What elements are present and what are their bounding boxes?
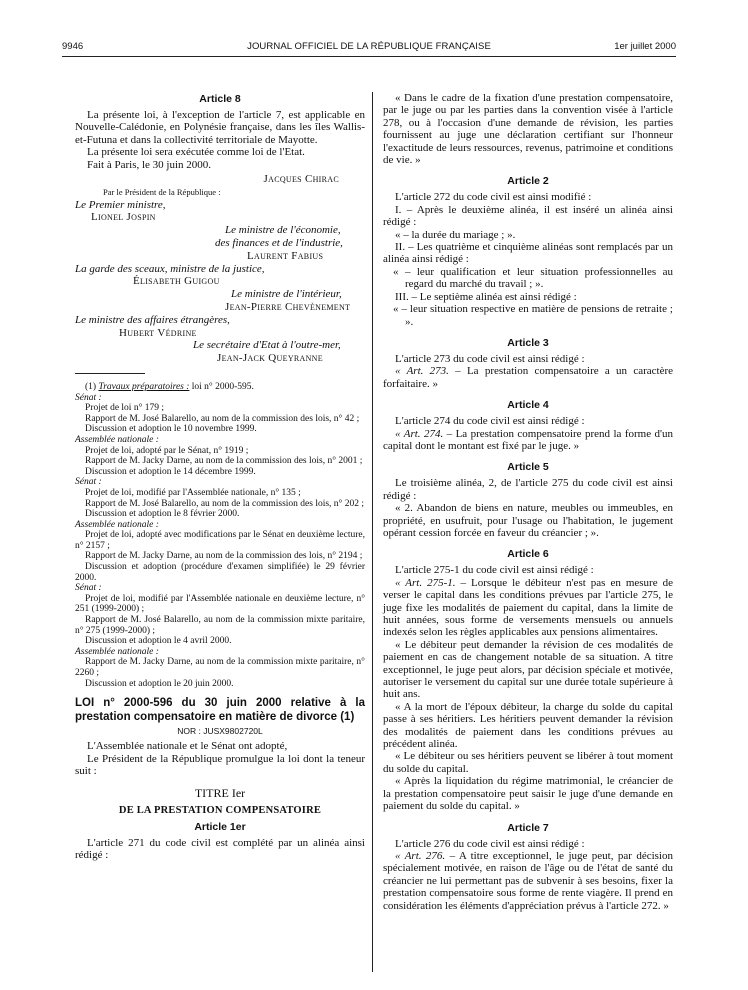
footnote-chamber: Sénat :: [75, 583, 102, 594]
travaux-preparatoires-link[interactable]: Travaux préparatoires :: [98, 381, 190, 392]
article-2-ii: II. – Les quatrième et cinquième alinéas sont remplacés par un alinéa ainsi rédigé :: [383, 241, 673, 266]
president-name: Jacques Chirac: [263, 173, 339, 186]
column-divider: [372, 92, 373, 972]
article-6-quote-5: « Après la liquidation du régime matrimonial, le créancier de la prestation compensatoire peut saisir le juge d'une demande en paiement du solde du capital. »: [383, 775, 673, 813]
article-2-i: I. – Après le deuxième alinéa, il est inséré un alinéa ainsi rédigé :: [383, 203, 673, 229]
article-8-heading: Article 8: [199, 93, 241, 105]
footnote-entry: Projet de loi, modifié par l'Assemblée nationale, n° 135 ;: [85, 487, 301, 498]
adoption-statement: L'Assemblée nationale et le Sénat ont adopté,: [87, 740, 288, 753]
article-2-iii: III. – Le septième alinéa est ainsi rédigé :: [395, 290, 577, 303]
article-6-quote-3: « A la mort de l'époux débiteur, la charge du solde du capital passe à ses héritiers. Les héritiers peuvent demander la révision des modalités de paiement dans les conditions prévues au précédent alinéa.: [383, 700, 673, 751]
article-5-heading: Article 5: [507, 461, 549, 474]
footnote-entry: Projet de loi, adopté par le Sénat, n° 1919 ;: [85, 445, 249, 456]
footnote-entry: Discussion et adoption (procédure d'examen simplifiée) le 29 février 2000.: [75, 562, 365, 583]
footnote-entry: Discussion et adoption le 14 décembre 1999.: [85, 466, 256, 477]
article-4-quote: « Art. 274. – La prestation compensatoire prend la forme d'un capital dont le montant est fixé par le juge. »: [383, 427, 673, 452]
titre-heading: TITRE Ier: [194, 785, 246, 800]
article-3-intro: L'article 273 du code civil est ainsi rédigé :: [395, 352, 585, 365]
article-8-execution: La présente loi sera exécutée comme loi de l'Etat.: [87, 146, 305, 159]
justice-name: Élisabeth Guigou: [133, 275, 220, 288]
article-6-intro: L'article 275-1 du code civil est ainsi rédigé :: [395, 564, 594, 577]
premier-ministre-name: Lionel Jospin: [91, 211, 156, 224]
article-4-intro: L'article 274 du code civil est ainsi rédigé :: [395, 415, 585, 428]
footnote-chamber: Assemblée nationale :: [75, 519, 159, 530]
article-2-iii-quote: « – leur situation respective en matière de pensions de retraite ; ».: [393, 303, 673, 328]
footnote-entry: Rapport de M. José Balarello, au nom de la commission des lois, n° 42 ;: [85, 413, 360, 424]
justice-title: La garde des sceaux, ministre de la justice,: [75, 262, 265, 275]
article-1-paragraph: L'article 271 du code civil est complété par un alinéa ainsi rédigé :: [75, 836, 365, 862]
footnote-chamber: Sénat :: [75, 392, 102, 403]
article-3-quote: « Art. 273. – La prestation compensatoire a un caractère forfaitaire. »: [383, 365, 673, 390]
interieur-title: Le ministre de l'intérieur,: [231, 288, 342, 301]
article-3-heading: Article 3: [507, 336, 549, 349]
economie-title-1: Le ministre de l'économie,: [225, 224, 341, 237]
nor-reference: NOR : JUSX9802720L: [177, 726, 263, 737]
article-2-heading: Article 2: [507, 175, 549, 188]
footnote-entry: Discussion et adoption le 8 février 2000.: [85, 509, 240, 520]
left-column: [75, 92, 365, 861]
footnote-entry: Discussion et adoption le 10 novembre 1999.: [85, 424, 257, 435]
article-5-intro: Le troisième alinéa, 2, de l'article 275 du code civil est ainsi rédigé :: [383, 477, 673, 502]
loi-title: LOI n° 2000-596 du 30 juin 2000 relative à la prestation compensatoire en matière de divorce (1): [75, 697, 365, 723]
article-2-ii-quote: « – leur qualification et leur situation professionnelles au regard du marché du travail ; ».: [393, 265, 673, 291]
promulgation-statement: Le Président de la République promulgue la loi dont la teneur suit :: [75, 752, 365, 778]
interieur-name: Jean-Pierre Chevènement: [225, 301, 351, 313]
article-6-heading: Article 6: [507, 548, 549, 561]
article-6-quote-4: « Le débiteur ou ses héritiers peuvent se libérer à tout moment du solde du capital.: [383, 750, 673, 775]
page-header: [62, 41, 676, 55]
footnote-heading: (1) Travaux préparatoires : loi n° 2000-595.: [85, 381, 254, 392]
article-5-quote: « 2. Abandon de biens en nature, meubles ou immeubles, en propriété, en usufruit, pour l'usage ou l'habitation, le jugement opérant cession forcée en faveur du créancier ; ».: [383, 502, 673, 539]
footnote-entry: Projet de loi, adopté avec modifications par le Sénat en deuxième lecture, n° 2157 ;: [75, 530, 365, 551]
header-rule: [62, 56, 676, 57]
footnote-entry: Discussion et adoption le 20 juin 2000.: [85, 678, 234, 689]
article-1-quote: « Dans le cadre de la fixation d'une prestation compensatoire, par le juge ou par les parties dans la convention visée à l'article 278, ou à l'occasion d'une demande de révision, les parties fournissent au juge une déclaration certifiant sur l'honneur l'exactitude de leurs ressources, revenus, patrimoine et conditions de vie. »: [383, 92, 673, 167]
titre-subheading: DE LA PRESTATION COMPENSATOIRE: [118, 804, 322, 816]
article-6-quote-2: « Le débiteur peut demander la révision de ces modalités de paiement en cas de changement notable de sa situation. A titre exceptionnel, le juge peut alors, par décision spéciale et motivée, autoriser le versement du capital sur une durée totale supérieure à huit ans.: [383, 638, 673, 701]
page-number: 9946: [62, 41, 84, 52]
footnote-list: [75, 393, 365, 690]
footnote-entry: Rapport de M. José Balarello, au nom de la commission mixte paritaire, n° 275 (1999-2000) ;: [75, 615, 365, 636]
economie-title-2: des finances et de l'industrie,: [215, 237, 343, 250]
footnote-chamber: Assemblée nationale :: [75, 434, 159, 445]
article-4-heading: Article 4: [507, 399, 549, 412]
article-2-i-quote: « – la durée du mariage ; ».: [395, 228, 516, 241]
article-6-quote-1: « Art. 275-1. – Lorsque le débiteur n'est pas en mesure de verser le capital dans les conditions prévues par l'article 275, le juge fixe les modalités de paiement du capital, dans la limite de huit années, sous forme de versements mensuels ou annuels indexés selon les règles applicables aux pensions alimentaires.: [383, 576, 673, 639]
footnote-entry: Rapport de M. Jacky Darne, au nom de la commission des lois, n° 2001 ;: [85, 456, 363, 467]
article-7-quote: « Art. 276. – A titre exceptionnel, le juge peut, par décision spécialement motivée, en raison de l'âge ou de l'état de santé du créancier ne lui permettant pas de subvenir à ses besoins, fixer la prestation compensatoire sous forme de rente viagère. Il prend en considération les éléments d'appréciation prévus à l'article 272. »: [383, 849, 673, 912]
footnote-entry: Projet de loi n° 179 ;: [85, 403, 165, 414]
issue-date: 1er juillet 2000: [614, 41, 676, 52]
footnote-entry: Discussion et adoption le 4 avril 2000.: [85, 636, 232, 647]
right-column: [383, 92, 673, 912]
footnote-entry: Rapport de M. Jacky Darne, au nom de la commission mixte paritaire, n° 2260 ;: [75, 657, 365, 679]
article-7-intro: L'article 276 du code civil est ainsi rédigé :: [395, 837, 585, 850]
outre-mer-name: Jean-Jack Queyranne: [217, 352, 323, 365]
footnote: [75, 382, 365, 689]
journal-title: JOURNAL OFFICIEL DE LA RÉPUBLIQUE FRANÇAISE: [247, 41, 491, 52]
footnote-rule: [75, 373, 145, 374]
footnote-entry: Rapport de M. José Balarello, au nom de la commission des lois, n° 202 ;: [85, 498, 364, 509]
outre-mer-title: Le secrétaire d'Etat à l'outre-mer,: [193, 339, 341, 352]
article-1-heading: Article 1er: [194, 820, 246, 833]
affaires-etrangeres-name: Hubert Védrine: [119, 326, 197, 339]
footnote-chamber: Sénat :: [75, 477, 102, 488]
article-8-paragraph: La présente loi, à l'exception de l'article 7, est applicable en Nouvelle-Calédonie, en Polynésie française, dans les îles Wallis-et-Futuna et dans la collectivité territoriale de Mayotte.: [75, 109, 365, 146]
par-le-president: Par le Président de la République :: [103, 186, 221, 197]
economie-name: Laurent Fabius: [247, 249, 324, 262]
footnote-entry: Rapport de M. Jacky Darne, au nom de la commission des lois, n° 2194 ;: [85, 551, 363, 562]
footnote-entry: Projet de loi, modifié par l'Assemblée nationale en deuxième lecture, n° 251 (1999-2000) ;: [75, 593, 365, 615]
footnote-chamber: Assemblée nationale :: [75, 646, 159, 657]
affaires-etrangeres-title: Le ministre des affaires étrangères,: [75, 313, 230, 326]
article-7-heading: Article 7: [507, 821, 549, 834]
article-2-intro: L'article 272 du code civil est ainsi modifié :: [395, 191, 592, 204]
fait-a-paris: Fait à Paris, le 30 juin 2000.: [87, 158, 212, 171]
premier-ministre-title: Le Premier ministre,: [75, 198, 166, 211]
